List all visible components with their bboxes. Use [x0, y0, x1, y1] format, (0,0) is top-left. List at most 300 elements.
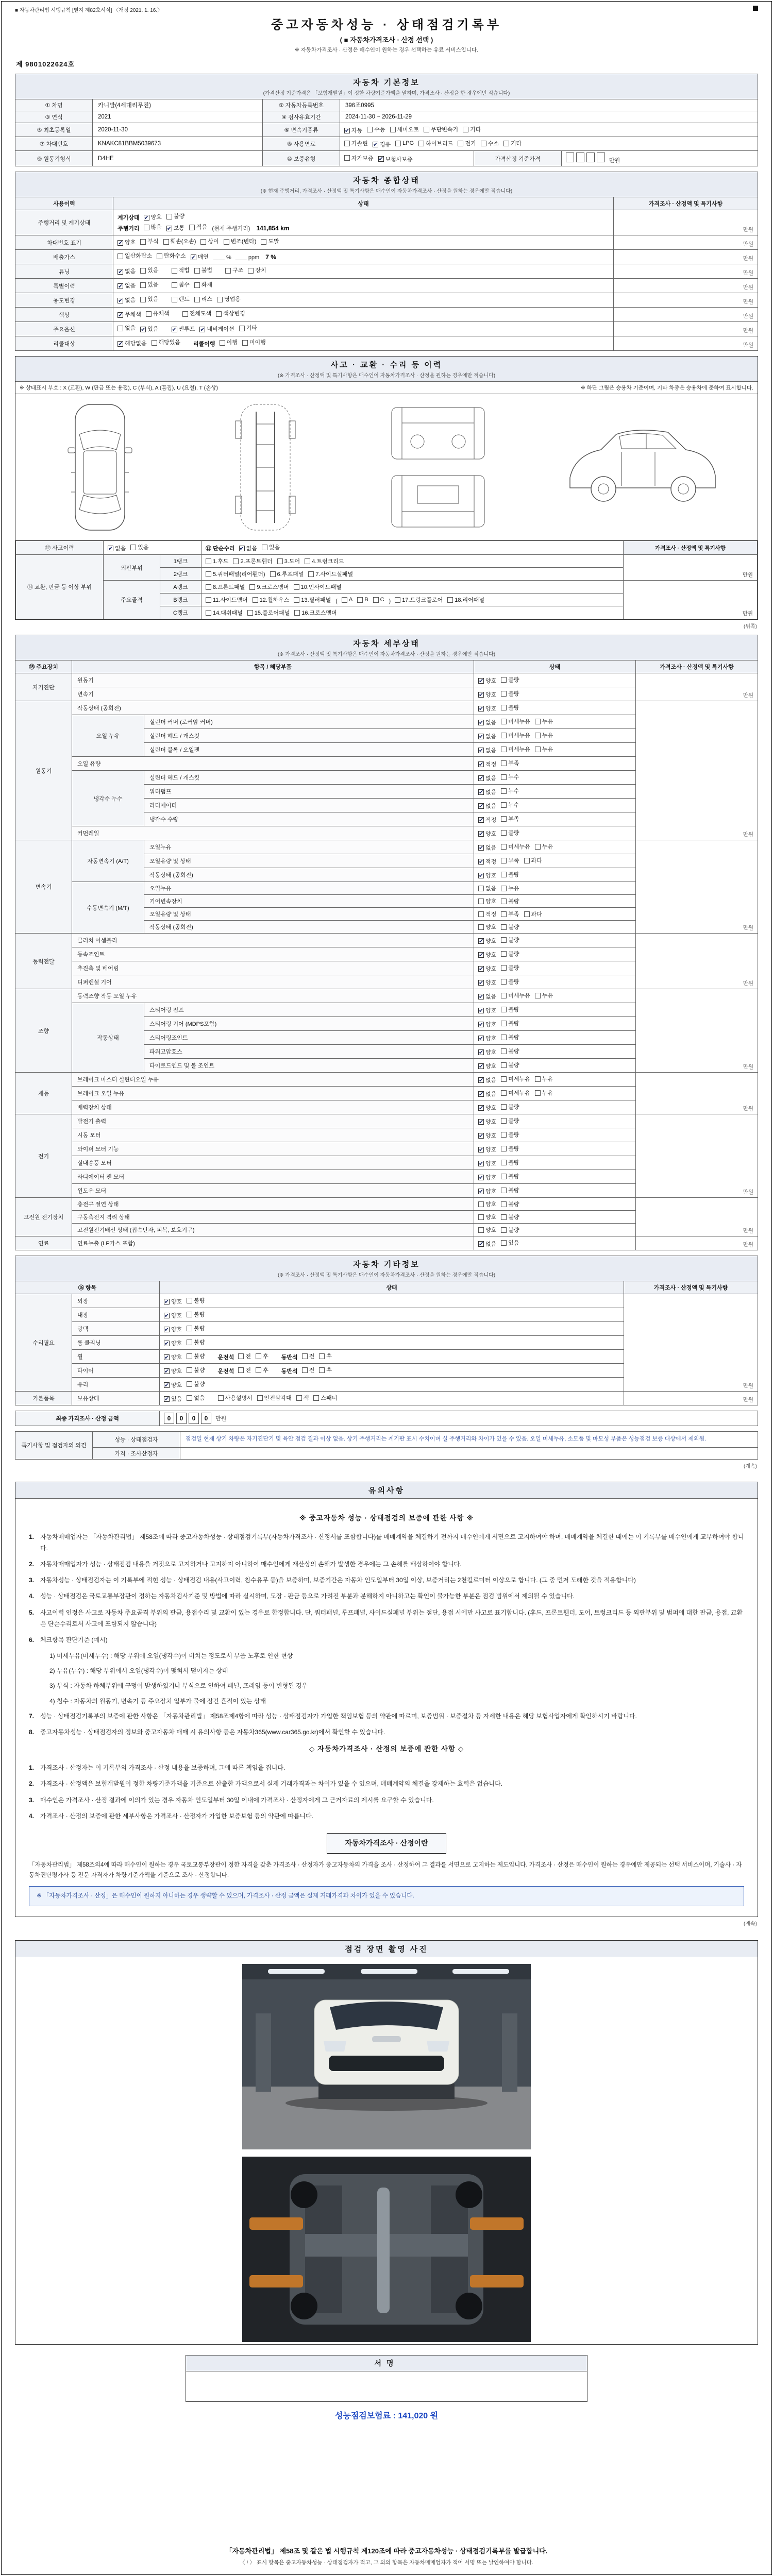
checkbox-label: 양호: [485, 1105, 497, 1111]
overall-row: [15, 279, 758, 293]
checkbox-label: 12.휠하우스: [259, 597, 290, 603]
checkbox-option[interactable]: [535, 731, 553, 739]
checkbox-label: 11.사이드멤버: [213, 597, 248, 603]
signature-section: [186, 2355, 587, 2402]
checkbox-option[interactable]: [478, 951, 496, 959]
checkbox-option[interactable]: [225, 266, 243, 275]
section-title: 사고 · 교환 · 수리 등 이력: [330, 361, 443, 369]
checkbox-option[interactable]: [206, 557, 228, 565]
checkbox-option[interactable]: [478, 1187, 496, 1195]
checkbox-option[interactable]: [501, 1019, 519, 1027]
checkbox-option[interactable]: [130, 543, 148, 551]
checkbox-option[interactable]: [535, 1075, 553, 1083]
checkbox-option[interactable]: [224, 238, 257, 246]
unchecked-checkbox-icon: [319, 1353, 325, 1359]
checkbox-option[interactable]: [294, 583, 342, 591]
checkbox-option[interactable]: [447, 596, 484, 604]
checkbox-option[interactable]: [257, 1394, 292, 1402]
checkbox-option[interactable]: [478, 829, 496, 838]
checkbox-option[interactable]: [501, 1213, 519, 1221]
unchecked-checkbox-icon: [296, 1395, 302, 1401]
checkbox-option[interactable]: [501, 1130, 519, 1139]
checkbox-option[interactable]: [501, 745, 530, 753]
top-line: [15, 6, 758, 13]
checkbox-option[interactable]: [217, 295, 241, 304]
checkbox-option[interactable]: [478, 746, 496, 754]
checkbox-option[interactable]: [524, 910, 542, 918]
checkbox-option[interactable]: [478, 978, 496, 987]
checkbox-group: [113, 322, 614, 336]
checkbox-option[interactable]: [478, 760, 496, 768]
checkbox-option[interactable]: [249, 583, 289, 591]
checkbox-option[interactable]: [308, 570, 353, 578]
checkbox-option[interactable]: [478, 718, 496, 726]
device-label: 수리필요: [15, 1294, 72, 1392]
unchecked-checkbox-icon: [206, 597, 211, 603]
checkbox-option[interactable]: [501, 950, 519, 958]
checkbox-option[interactable]: [172, 266, 190, 275]
digit-box: [597, 152, 605, 162]
remark-author: 가격 · 조사산정자: [93, 1447, 180, 1459]
checkbox-option[interactable]: [501, 870, 519, 878]
checkbox-option[interactable]: [395, 140, 414, 146]
checkbox-option[interactable]: [501, 828, 519, 837]
checkbox-option[interactable]: [478, 816, 496, 824]
checkbox-option[interactable]: [501, 991, 530, 999]
accident-body: [16, 541, 758, 619]
checkbox-option[interactable]: [164, 1311, 182, 1319]
checkbox-option[interactable]: [501, 923, 519, 931]
checkbox-option[interactable]: [140, 325, 158, 334]
notice-item-number: 8.: [29, 1728, 35, 1736]
checkbox-option[interactable]: [294, 596, 331, 604]
checkbox-option[interactable]: [117, 239, 136, 247]
checkbox-option[interactable]: [478, 732, 496, 740]
checkbox-option[interactable]: [373, 140, 391, 148]
checkbox-option[interactable]: [501, 1047, 519, 1055]
checkbox-option[interactable]: [166, 212, 184, 221]
checkbox-option[interactable]: [501, 1103, 519, 1111]
checkbox-option[interactable]: [247, 608, 290, 617]
item-label: 시동 모터: [72, 1128, 474, 1142]
checkbox-option[interactable]: [256, 1352, 268, 1360]
checkbox-option[interactable]: [262, 543, 280, 551]
checkbox-option[interactable]: [239, 544, 257, 552]
unchecked-checkbox-icon: [478, 1214, 484, 1220]
checkbox-label: 이행: [226, 340, 238, 346]
checkbox-option[interactable]: [501, 1226, 519, 1234]
checkbox-option[interactable]: [501, 1033, 519, 1041]
checkbox-option[interactable]: [163, 238, 196, 246]
inline-label: 동반석: [281, 1368, 298, 1375]
notice-pricing-list: [29, 1762, 744, 1822]
checkbox-option[interactable]: [478, 1240, 496, 1248]
checkbox-option[interactable]: [140, 295, 158, 304]
checkbox-option[interactable]: [478, 923, 496, 931]
checkbox-option[interactable]: [344, 139, 368, 147]
digit-box: 0: [189, 1413, 199, 1424]
checkbox-option[interactable]: [478, 1104, 496, 1112]
photo-section: [15, 1940, 758, 2345]
checkbox-option[interactable]: [117, 282, 136, 291]
checkbox-option[interactable]: [164, 1353, 182, 1361]
checkbox-option[interactable]: [344, 154, 374, 162]
checkbox-option[interactable]: [535, 1089, 553, 1097]
checkbox-option[interactable]: [501, 1186, 519, 1194]
checkbox-label: 색상변경: [223, 311, 245, 317]
checkbox-option[interactable]: [478, 1020, 496, 1028]
checkbox-option[interactable]: [182, 310, 212, 318]
checkbox-option[interactable]: [373, 597, 384, 603]
checkbox-option[interactable]: [172, 281, 190, 290]
checkbox-option[interactable]: [187, 1310, 205, 1318]
checkbox-option[interactable]: [117, 267, 136, 276]
checkbox-option[interactable]: [218, 1394, 253, 1402]
unchecked-checkbox-icon: [501, 886, 507, 891]
checkbox-option[interactable]: [501, 1075, 530, 1083]
checkbox-option[interactable]: [140, 238, 158, 246]
checkbox-option[interactable]: [501, 815, 519, 823]
checkbox-label: 양호: [485, 1008, 497, 1014]
checkbox-option[interactable]: [478, 1090, 496, 1098]
checkbox-option[interactable]: [187, 1394, 205, 1402]
checkbox-option[interactable]: [501, 1144, 519, 1153]
unchecked-checkbox-icon: [256, 1353, 261, 1359]
checkbox-option[interactable]: [478, 964, 496, 973]
checkbox-option[interactable]: [270, 570, 304, 578]
checkbox-option[interactable]: [501, 1116, 519, 1125]
checkbox-label: 기타: [470, 127, 481, 133]
signature-area[interactable]: [186, 2371, 587, 2401]
checkbox-option[interactable]: [501, 910, 519, 918]
checkbox-label: 네비게이션: [207, 326, 234, 332]
unchecked-checkbox-icon: [501, 1201, 507, 1207]
price-cell: 만원: [613, 279, 758, 293]
inspection-photo-underbody: [242, 2157, 531, 2342]
checkbox-option[interactable]: [478, 843, 496, 852]
checkbox-group: [201, 581, 624, 594]
checkbox-label: 불량: [508, 899, 519, 905]
checkbox-option[interactable]: [191, 253, 209, 262]
checkbox-option[interactable]: [140, 281, 158, 290]
checkbox-label: 불량: [508, 1062, 519, 1069]
device-label: 동력전달: [15, 934, 72, 989]
checkbox-option[interactable]: [501, 977, 519, 986]
checkbox-option[interactable]: [481, 139, 499, 147]
checkbox-option[interactable]: [157, 252, 186, 261]
checkbox-option[interactable]: [501, 936, 519, 944]
checkbox-option[interactable]: [478, 1048, 496, 1056]
checkbox-option[interactable]: [194, 281, 212, 290]
unchecked-checkbox-icon: [194, 297, 200, 302]
field-label: ② 자동차등록번호: [263, 99, 340, 111]
checkbox-option[interactable]: [501, 1089, 530, 1097]
checkbox-option[interactable]: [164, 1381, 182, 1389]
checkbox-option[interactable]: [501, 884, 519, 892]
checkbox-option[interactable]: [535, 745, 553, 753]
checkbox-label: 불량: [508, 1118, 519, 1124]
item-label: 배력장치 상태: [72, 1100, 474, 1114]
checkbox-option[interactable]: [146, 310, 170, 318]
checkbox-label: 미세누유: [508, 733, 530, 739]
checkbox-option[interactable]: [478, 884, 496, 892]
checkbox-option[interactable]: [424, 125, 458, 133]
checkbox-option[interactable]: [344, 126, 362, 134]
checkbox-option[interactable]: [535, 991, 553, 999]
checkbox-label: 없음: [485, 1091, 497, 1097]
checkbox-option[interactable]: [357, 597, 368, 603]
checkbox-option[interactable]: [216, 310, 245, 318]
checkbox-group: [474, 921, 636, 934]
checkbox-option[interactable]: [478, 897, 496, 905]
checkbox-option[interactable]: [478, 1213, 496, 1221]
checkbox-option[interactable]: [194, 295, 212, 304]
checkbox-label: 양호: [485, 1147, 497, 1153]
checkbox-option[interactable]: [478, 1062, 496, 1070]
checkbox-option[interactable]: [478, 857, 496, 866]
detail-row: [15, 1073, 758, 1087]
checkbox-option[interactable]: [206, 596, 248, 604]
notice-item: [29, 1762, 744, 1773]
checkbox-option[interactable]: [501, 759, 519, 767]
checkbox-option[interactable]: [117, 324, 136, 333]
checkbox-option[interactable]: [253, 596, 290, 604]
checkbox-option[interactable]: [187, 1352, 205, 1360]
unchecked-checkbox-icon: [501, 747, 507, 752]
checkbox-option[interactable]: [535, 842, 553, 851]
unchecked-checkbox-icon: [140, 282, 146, 288]
checkbox-option[interactable]: [478, 788, 496, 796]
checkbox-option[interactable]: [501, 773, 519, 781]
checkbox-option[interactable]: [200, 238, 219, 246]
checkbox-option[interactable]: [478, 690, 496, 699]
checkbox-option[interactable]: [395, 596, 443, 604]
unchecked-checkbox-icon: [501, 1118, 507, 1124]
checkbox-option[interactable]: [501, 1239, 519, 1247]
checkbox-option[interactable]: [463, 125, 481, 133]
checkbox-option[interactable]: [501, 897, 519, 905]
checkbox-option[interactable]: [305, 557, 344, 565]
checkbox-label: 보통: [173, 225, 185, 231]
checkbox-option[interactable]: [319, 1352, 332, 1360]
checkbox-option[interactable]: [296, 1394, 309, 1402]
checkbox-option[interactable]: [220, 338, 238, 347]
checkbox-option[interactable]: [524, 856, 542, 865]
checkbox-group: [474, 1087, 636, 1100]
checked-checkbox-icon: ✔: [479, 1146, 484, 1153]
checkbox-option[interactable]: [144, 223, 162, 232]
checkbox-option[interactable]: [501, 1172, 519, 1180]
checkbox-option[interactable]: [501, 689, 519, 698]
notice-item: [29, 1794, 744, 1806]
row-label: 리콜대상: [15, 336, 113, 351]
checkbox-label: 상이: [208, 239, 219, 245]
unchecked-checkbox-icon: [478, 1201, 484, 1207]
checkbox-option[interactable]: [194, 266, 212, 275]
checkbox-option[interactable]: [117, 340, 147, 348]
checkbox-option[interactable]: [501, 1158, 519, 1166]
checkbox-option[interactable]: [418, 139, 453, 147]
checkbox-label: 양호: [171, 1382, 182, 1388]
checkbox-option[interactable]: [478, 1145, 496, 1154]
section-title: 자동차 기본정보: [353, 78, 420, 87]
device-label: 제동: [15, 1073, 72, 1114]
checkbox-option[interactable]: [261, 238, 279, 246]
checkbox-option[interactable]: [164, 1395, 182, 1403]
checkbox-option[interactable]: [501, 787, 519, 795]
checkbox-option[interactable]: [478, 910, 496, 918]
unchecked-checkbox-icon: [501, 1104, 507, 1110]
unchecked-checkbox-icon: [194, 282, 200, 288]
checkbox-option[interactable]: [501, 1005, 519, 1013]
checkbox-option[interactable]: [233, 557, 272, 565]
checkbox-option[interactable]: [189, 223, 207, 232]
checkbox-option[interactable]: [256, 1366, 268, 1374]
checkbox-option[interactable]: [501, 842, 530, 851]
checkbox-option[interactable]: [117, 296, 136, 305]
notice-item-number: 4.: [29, 1592, 35, 1600]
checkbox-option[interactable]: [319, 1366, 332, 1374]
digit-box: 0: [176, 1413, 187, 1424]
checkbox-option[interactable]: [478, 1076, 496, 1084]
checkbox-option[interactable]: [367, 125, 385, 133]
checkbox-label: 적법: [178, 267, 190, 274]
checkbox-option[interactable]: [108, 544, 126, 552]
checkbox-option[interactable]: [501, 1200, 519, 1208]
checkbox-option[interactable]: [478, 1034, 496, 1042]
checkbox-option[interactable]: [378, 155, 413, 163]
checkbox-option[interactable]: [140, 266, 158, 275]
checkbox-option[interactable]: [478, 1117, 496, 1126]
checkbox-option[interactable]: [478, 1131, 496, 1140]
checkbox-label: 양호: [485, 678, 497, 684]
checkbox-option[interactable]: [501, 1061, 519, 1069]
price-cell: 만원: [636, 1198, 758, 1236]
price-cell: 만원: [636, 701, 758, 840]
checkbox-option[interactable]: [458, 139, 476, 147]
checkbox-option[interactable]: [166, 224, 184, 233]
checkbox-option[interactable]: [206, 583, 245, 591]
checkbox-option[interactable]: [164, 1339, 182, 1347]
checkbox-label: 양호: [485, 1133, 497, 1139]
checkbox-option[interactable]: [478, 937, 496, 945]
checkbox-option[interactable]: [302, 1352, 315, 1360]
item-label: 냉각수 수량: [144, 812, 474, 826]
inline-text: ＿＿ ppm: [235, 255, 260, 261]
checkbox-option[interactable]: [390, 125, 419, 133]
checkbox-option[interactable]: [501, 717, 530, 725]
notice-subitem: 3) 부식 : 자동차 하체부위에 구멍이 발생하였거나 부식으로 인하여 패널, 프레임 등이 변형된 경우: [49, 1682, 308, 1690]
checkbox-option[interactable]: [478, 1226, 496, 1234]
checkbox-option[interactable]: [187, 1366, 205, 1374]
misc-row: [15, 1392, 758, 1405]
checkbox-option[interactable]: [478, 1006, 496, 1014]
checkbox-option[interactable]: [172, 295, 190, 304]
checkbox-option[interactable]: [478, 802, 496, 810]
checkbox-option[interactable]: [501, 963, 519, 972]
checkbox-option[interactable]: [187, 1296, 205, 1304]
checkbox-option[interactable]: [277, 557, 300, 565]
checkbox-group: [160, 1392, 624, 1405]
checkbox-option[interactable]: [478, 992, 496, 1001]
checkbox-label: 후: [326, 1367, 332, 1374]
checkbox-option[interactable]: [238, 1366, 251, 1374]
section-header-photos: [15, 1941, 758, 1957]
item-label: 등속조인트: [72, 947, 474, 961]
checkbox-option[interactable]: [164, 1297, 182, 1306]
checkbox-option[interactable]: [478, 1200, 496, 1208]
checkbox-option[interactable]: [248, 266, 266, 275]
checkbox-option[interactable]: [187, 1324, 205, 1332]
checkbox-option[interactable]: [199, 325, 234, 334]
checkbox-option[interactable]: [117, 311, 141, 319]
detail-row: [15, 1114, 758, 1128]
checkbox-option[interactable]: [172, 325, 195, 334]
row-label: 튜닝: [15, 264, 113, 279]
checkbox-label: 후: [263, 1353, 268, 1360]
col-price: 가격조사 · 산정액 및 특기사항: [636, 660, 758, 673]
item-label: 윈도우 모터: [72, 1184, 474, 1198]
checkbox-label: 양호: [485, 1049, 497, 1056]
checkbox-option[interactable]: [302, 1366, 315, 1374]
unchecked-checkbox-icon: [501, 924, 507, 930]
unchecked-checkbox-icon: [418, 141, 424, 146]
unchecked-checkbox-icon: [535, 1090, 541, 1096]
checkbox-label: 누수: [508, 788, 519, 794]
checkbox-option[interactable]: [206, 608, 243, 617]
notice-item-text: 자동차매매업자가 성능 · 상태점검 내용을 거짓으로 고지하거나 고지하지 아니하여 매수인에게 재산상의 손해가 발생한 경우에는 그 손해를 배상하여야 합니다.: [40, 1560, 462, 1568]
checkbox-option[interactable]: [503, 139, 522, 147]
checkbox-label: 많음: [150, 224, 162, 230]
checkbox-option[interactable]: [164, 1325, 182, 1333]
detail-body: [15, 673, 758, 1250]
checkbox-option[interactable]: [294, 608, 337, 617]
checkbox-option[interactable]: [152, 338, 181, 347]
checkbox-option[interactable]: [478, 1159, 496, 1167]
car-front-rear-structure-diagram: [379, 400, 497, 534]
checkbox-label: 누유: [542, 747, 553, 753]
checkbox-option[interactable]: [239, 324, 257, 333]
checkbox-option[interactable]: [501, 675, 519, 684]
checkbox-option[interactable]: [342, 597, 352, 603]
checkbox-option[interactable]: [501, 801, 519, 809]
checkbox-label: 불량: [508, 1201, 519, 1208]
checkbox-option[interactable]: [501, 703, 519, 711]
checkbox-option[interactable]: [501, 731, 530, 739]
checkbox-option[interactable]: [478, 774, 496, 782]
field-label: ⑤ 최초등록일: [15, 123, 93, 137]
checkbox-option[interactable]: [242, 338, 266, 347]
checkbox-label: 전: [245, 1353, 251, 1360]
checkbox-option[interactable]: [164, 1367, 182, 1375]
checkbox-option[interactable]: [501, 856, 519, 865]
checkbox-option[interactable]: [478, 704, 496, 713]
checkbox-group: [474, 1156, 636, 1170]
checkbox-option[interactable]: [144, 213, 162, 222]
unchecked-checkbox-icon: [294, 610, 300, 616]
checkbox-option[interactable]: [117, 252, 152, 261]
checkbox-option[interactable]: [478, 871, 496, 879]
checkbox-option[interactable]: [535, 717, 553, 725]
checkbox-option[interactable]: [478, 1173, 496, 1181]
checkbox-option[interactable]: [478, 676, 496, 685]
checkbox-option[interactable]: [238, 1352, 251, 1360]
page-marker-cont-2: (계속): [744, 1921, 757, 1927]
checkbox-option[interactable]: [187, 1338, 205, 1346]
checkbox-option[interactable]: [187, 1380, 205, 1388]
checkbox-option[interactable]: [313, 1394, 337, 1402]
checkbox-option[interactable]: [206, 570, 265, 578]
